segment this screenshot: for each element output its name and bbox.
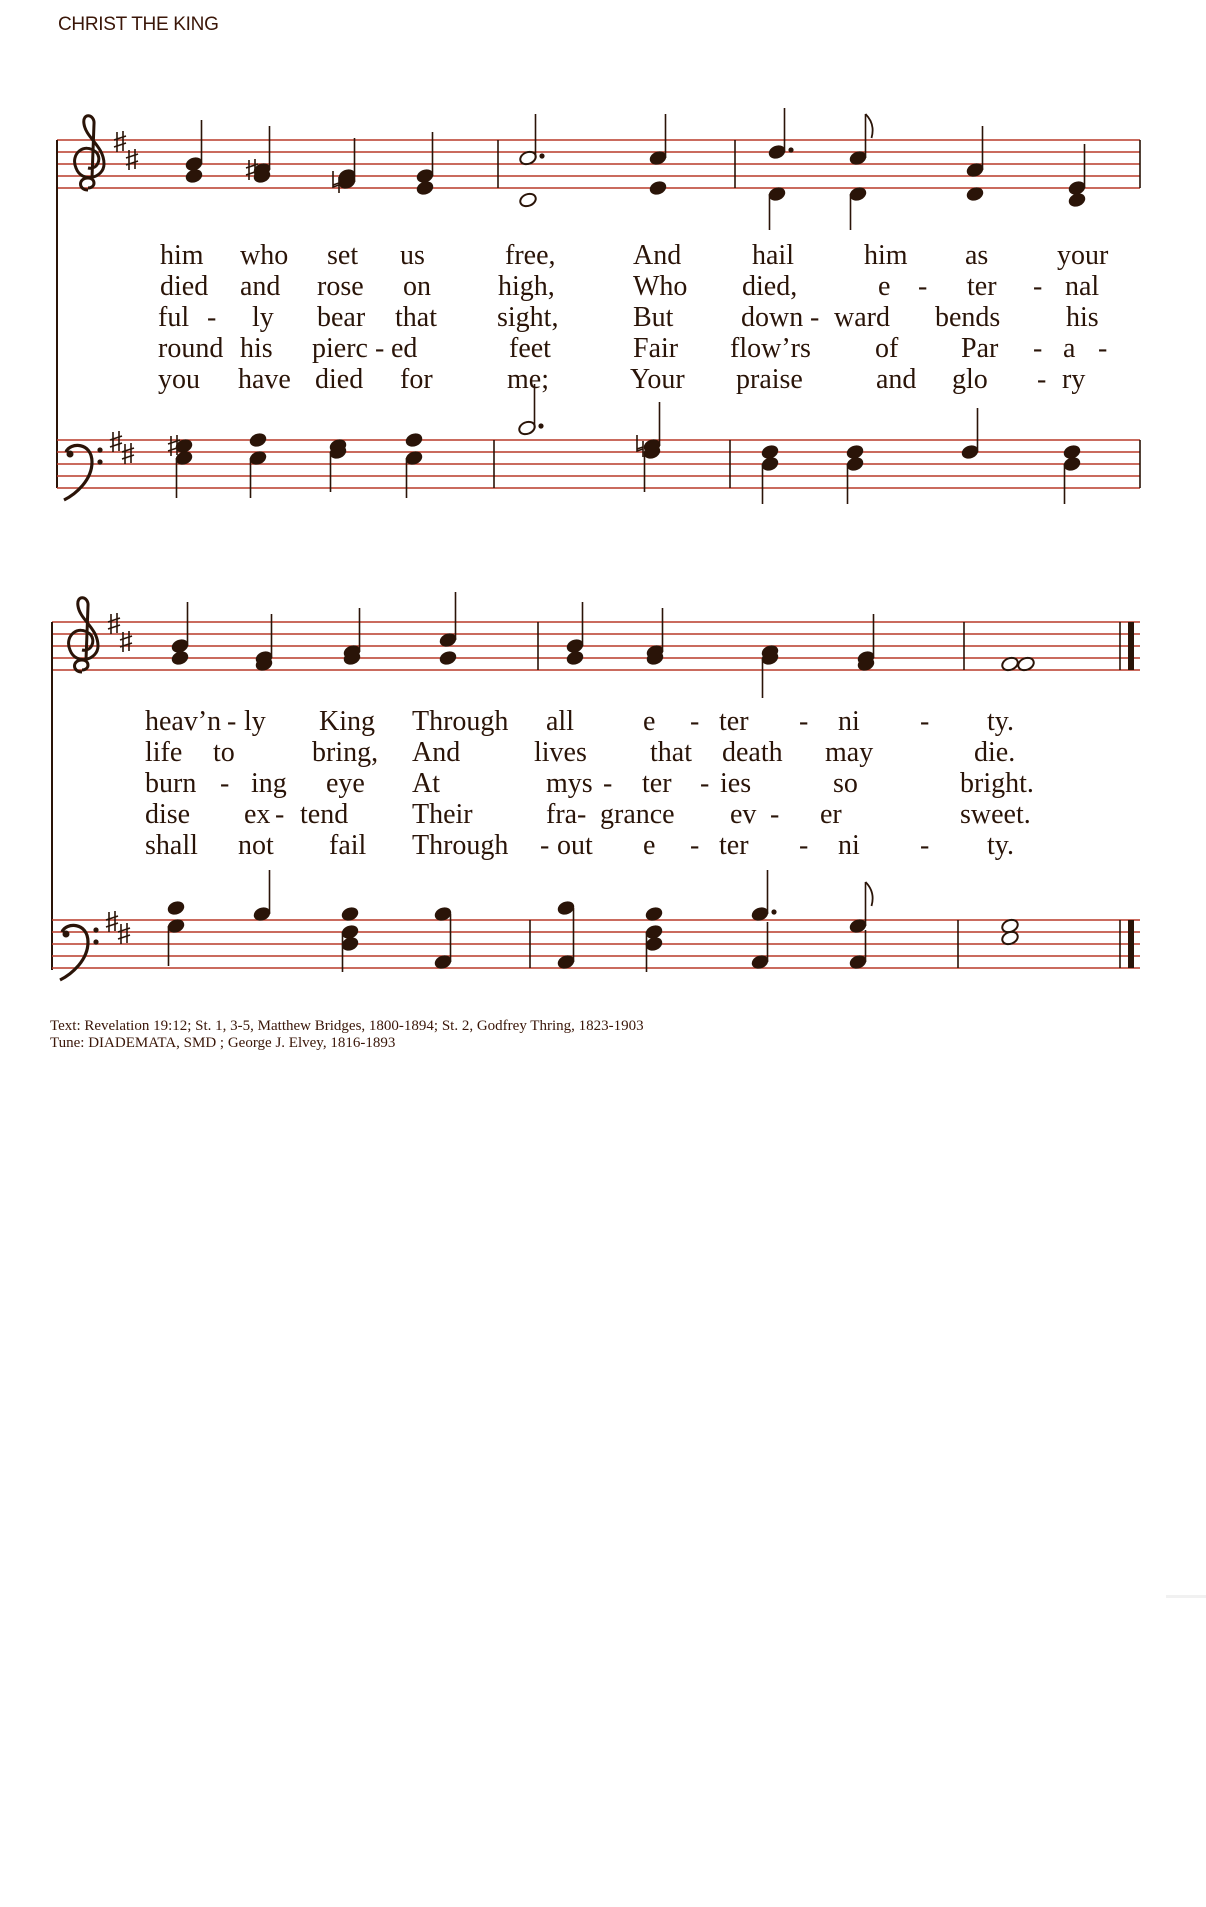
- lyric-syllable: ex: [244, 799, 271, 830]
- final-barline: [1128, 622, 1134, 670]
- lyric-syllable: for: [400, 364, 433, 395]
- lyric-syllable: nal: [1065, 271, 1100, 302]
- lyric-syllable: out: [557, 830, 593, 861]
- lyric-syllable: heav’n: [145, 706, 222, 737]
- lyric-syllable: sweet.: [960, 799, 1031, 830]
- lyric-syllable: him: [864, 240, 908, 271]
- notehead: [170, 650, 189, 667]
- lyric-syllable: mys: [546, 768, 593, 799]
- bass-clef-dot: [93, 927, 98, 932]
- notehead: [438, 650, 457, 667]
- lyric-syllable: have: [238, 364, 291, 395]
- lyric-syllable: burn: [145, 768, 197, 799]
- lyric-syllable: death: [722, 737, 783, 768]
- lyric-syllable: -: [810, 302, 820, 333]
- lyric-syllable: life: [145, 737, 183, 768]
- lyric-syllable: And: [412, 737, 461, 768]
- lyric-syllable: high,: [498, 271, 555, 302]
- lyric-verse-2: [0, 737, 1206, 769]
- tune-credit: Tune: DIADEMATA, SMD ; George J. Elvey, 1816-1893: [50, 1035, 396, 1051]
- lyric-syllable: ies: [720, 768, 752, 799]
- section-title: CHRIST THE KING: [58, 14, 219, 35]
- lyric-syllable: -: [603, 768, 613, 799]
- lyric-syllable: ed: [391, 333, 418, 364]
- notehead: [518, 192, 537, 209]
- treble-clef-icon: [69, 598, 98, 672]
- lyric-syllable: ly: [244, 706, 266, 737]
- lyric-syllable: flow’rs: [730, 333, 811, 364]
- lyric-syllable: Who: [633, 271, 688, 302]
- sharp-icon: [118, 923, 130, 944]
- lyric-syllable: you: [158, 364, 200, 395]
- sharp-icon: [122, 443, 134, 464]
- lyric-syllable: -: [1033, 271, 1043, 302]
- lyric-syllable: of: [875, 333, 899, 364]
- lyric-syllable: his: [240, 333, 273, 364]
- notehead: [1067, 192, 1086, 209]
- lyric-syllable: -: [275, 799, 285, 830]
- lyric-syllable: bear: [317, 302, 366, 333]
- lyric-syllable: -: [1033, 333, 1043, 364]
- lyric-syllable: Through: [412, 706, 509, 737]
- lyric-syllable: ni: [838, 830, 860, 861]
- sharp-icon: [106, 911, 118, 932]
- lyric-syllable: as: [965, 240, 989, 271]
- lyric-syllable: Par: [961, 333, 999, 364]
- lyric-syllable: tend: [300, 799, 349, 830]
- lyric-syllable: down: [741, 302, 804, 333]
- lyric-syllable: e: [643, 706, 656, 737]
- lyric-syllable: that: [395, 302, 437, 333]
- lyric-syllable: At: [412, 768, 440, 799]
- natural-icon: [333, 171, 339, 193]
- augmentation-dot: [538, 423, 543, 428]
- lyric-syllable: round: [158, 333, 224, 364]
- lyric-verse-1: [0, 706, 1206, 738]
- bass-clef-dot: [67, 451, 74, 458]
- lyric-syllable: your: [1057, 240, 1109, 271]
- lyric-verse-3: [0, 302, 1206, 334]
- bass-clef-dot: [63, 931, 70, 938]
- lyric-syllable: -: [799, 706, 809, 737]
- lyric-syllable: -: [207, 302, 217, 333]
- notehead: [648, 180, 667, 197]
- lyric-syllable: -: [375, 333, 385, 364]
- lyric-syllable: -: [799, 830, 809, 861]
- lyric-syllable: died,: [742, 271, 798, 302]
- lyric-syllable: set: [327, 240, 359, 271]
- lyric-syllable: bends: [935, 302, 1001, 333]
- lyric-syllable: Fair: [633, 333, 679, 364]
- lyric-syllable: -: [1098, 333, 1108, 364]
- lyric-syllable: died: [160, 271, 209, 302]
- lyric-syllable: to: [213, 737, 235, 768]
- lyric-syllable: ni: [838, 706, 860, 737]
- lyric-syllable: ty.: [987, 830, 1014, 861]
- lyric-syllable: -: [920, 830, 930, 861]
- lyric-syllable: his: [1066, 302, 1099, 333]
- lyric-syllable: ly: [252, 302, 274, 333]
- lyric-syllable: not: [238, 830, 274, 861]
- lyric-syllable: die.: [974, 737, 1016, 768]
- lyric-syllable: -: [918, 271, 928, 302]
- note-flag: [866, 114, 873, 138]
- sharp-icon: [114, 131, 126, 152]
- lyric-syllable: so: [833, 768, 858, 799]
- lyric-syllable: who: [240, 240, 289, 271]
- lyric-syllable: hail: [752, 240, 794, 271]
- sharp-icon: [108, 613, 120, 634]
- lyric-syllable: ter: [719, 830, 749, 861]
- lyric-syllable: and: [876, 364, 917, 395]
- lyric-syllable: ev: [730, 799, 757, 830]
- lyric-syllable: ward: [834, 302, 890, 333]
- bass-clef-dot: [97, 459, 102, 464]
- lyric-syllable: sight,: [497, 302, 559, 333]
- lyric-verse-1: [0, 240, 1206, 272]
- lyric-syllable: But: [633, 302, 674, 333]
- lyric-syllable: -: [690, 706, 700, 737]
- lyric-syllable: lives: [534, 737, 587, 768]
- lyric-syllable: him: [160, 240, 204, 271]
- lyric-syllable: glo: [952, 364, 988, 395]
- bass-clef-dot: [97, 447, 102, 452]
- lyric-syllable: fra: [546, 799, 578, 830]
- lyric-syllable: Their: [412, 799, 473, 830]
- sharp-icon: [110, 431, 122, 452]
- notehead: [565, 650, 584, 667]
- lyric-verse-5: [0, 364, 1206, 396]
- lyric-syllable: ter: [719, 706, 749, 737]
- lyric-syllable: ry: [1062, 364, 1086, 395]
- lyric-syllable: us: [400, 240, 425, 271]
- lyric-syllable: Through: [412, 830, 509, 861]
- lyric-syllable: And: [633, 240, 682, 271]
- lyric-syllable: all: [546, 706, 574, 737]
- text-credit: Text: Revelation 19:12; St. 1, 3-5, Matthew Bridges, 1800-1894; St. 2, Godfrey Thring, 1823-1903: [50, 1018, 644, 1034]
- lyric-verse-4: [0, 333, 1206, 365]
- lyric-syllable: and: [240, 271, 281, 302]
- credits: [50, 1018, 644, 1052]
- treble-clef-icon: [75, 116, 104, 190]
- lyric-syllable: grance: [600, 799, 675, 830]
- lyric-syllable: er: [820, 799, 842, 830]
- lyric-syllable: shall: [145, 830, 198, 861]
- notehead: [415, 180, 434, 197]
- lyric-syllable: Your: [630, 364, 685, 395]
- lyric-verse-3: [0, 768, 1206, 800]
- lyric-syllable: ful: [158, 302, 190, 333]
- lyric-verse-2: [0, 271, 1206, 303]
- lyric-syllable: e: [643, 830, 656, 861]
- lyric-syllable: ter: [967, 271, 997, 302]
- lyric-syllable: rose: [317, 271, 364, 302]
- page-edge-mark: [1166, 1595, 1206, 1598]
- lyric-syllable: -: [227, 706, 237, 737]
- augmentation-dot: [539, 153, 544, 158]
- lyric-syllable: -: [770, 799, 780, 830]
- lyric-syllable: died: [315, 364, 364, 395]
- notehead: [166, 900, 185, 917]
- lyric-syllable: pierc: [312, 333, 368, 364]
- augmentation-dot: [771, 909, 776, 914]
- lyric-syllable: King: [319, 706, 375, 737]
- lyric-syllable: -: [690, 830, 700, 861]
- lyric-syllable: fail: [329, 830, 367, 861]
- lyric-syllable: -: [540, 830, 550, 861]
- lyric-syllable: bring,: [312, 737, 379, 768]
- notehead: [248, 432, 267, 449]
- lyric-syllable: dise: [145, 799, 191, 830]
- lyric-syllable: eye: [326, 768, 365, 799]
- lyric-verse-4: [0, 799, 1206, 831]
- lyric-syllable: bright.: [960, 768, 1034, 799]
- note-flag: [866, 882, 873, 906]
- bass-clef-dot: [93, 939, 98, 944]
- lyric-verse-5: [0, 830, 1206, 862]
- lyric-syllable: ter: [642, 768, 672, 799]
- lyric-syllable: that: [650, 737, 692, 768]
- lyric-syllable: -: [1037, 364, 1047, 395]
- notehead: [404, 432, 423, 449]
- augmentation-dot: [788, 147, 793, 152]
- lyric-syllable: -: [700, 768, 710, 799]
- lyric-syllable: a: [1063, 333, 1076, 364]
- natural-icon: [637, 435, 643, 457]
- notehead: [184, 168, 203, 185]
- lyric-syllable: praise: [736, 364, 803, 395]
- lyric-syllable: may: [825, 737, 874, 768]
- lyric-syllable: -: [920, 706, 930, 737]
- final-barline: [1128, 920, 1134, 968]
- lyric-syllable: -: [577, 799, 587, 830]
- lyric-syllable: free,: [505, 240, 556, 271]
- lyric-syllable: feet: [509, 333, 551, 364]
- lyric-syllable: me;: [507, 364, 549, 395]
- lyric-syllable: ing: [251, 768, 287, 799]
- lyric-syllable: on: [403, 271, 431, 302]
- lyric-syllable: e: [878, 271, 891, 302]
- lyric-syllable: ty.: [987, 706, 1014, 737]
- lyric-syllable: -: [220, 768, 230, 799]
